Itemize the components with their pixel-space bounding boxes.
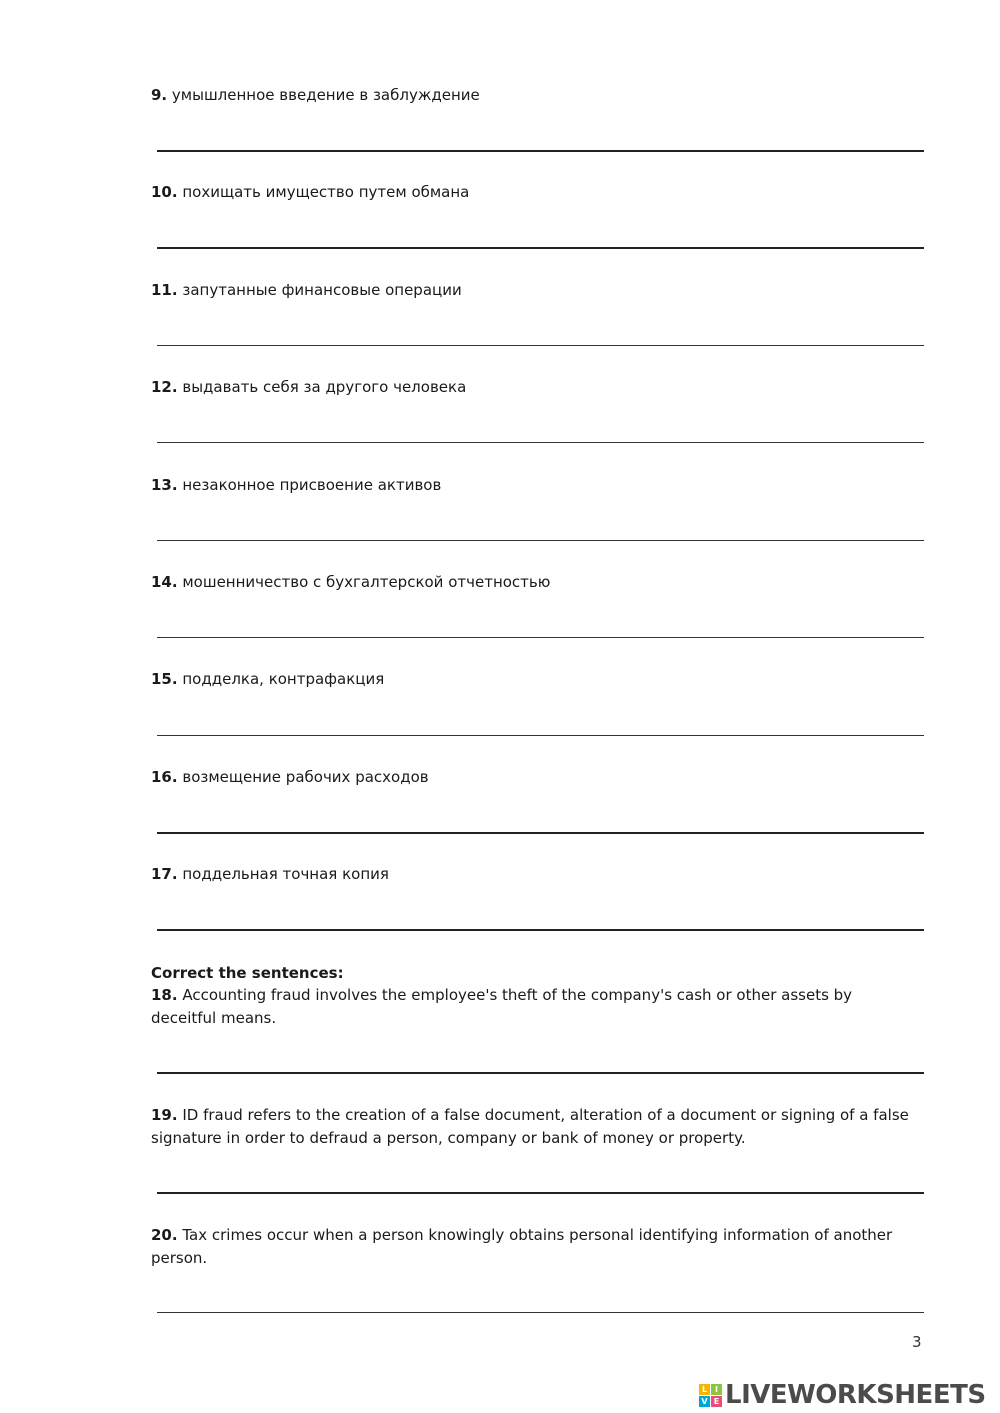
question-11: 11. запутанные финансовые операции — [151, 281, 462, 299]
answer-input-20[interactable] — [157, 1290, 924, 1313]
answer-input-11[interactable] — [157, 323, 924, 346]
question-9: 9. умышленное введение в заблуждение — [151, 86, 480, 104]
logo-tile-l: L — [699, 1384, 710, 1395]
page-number: 3 — [912, 1333, 922, 1351]
answer-input-13[interactable] — [157, 518, 924, 541]
question-16: 16. возмещение рабочих расходов — [151, 768, 429, 786]
answer-input-10[interactable] — [157, 225, 924, 249]
answer-input-14[interactable] — [157, 615, 924, 638]
question-15: 15. подделка, контрафакция — [151, 670, 385, 688]
question-18: 18. Accounting fraud involves the employee's theft of the company's cash or other assets by deceitful means. — [151, 986, 853, 1027]
question-17: 17. поддельная точная копия — [151, 865, 389, 883]
answer-input-9[interactable] — [157, 128, 924, 152]
question-10: 10. похищать имущество путем обмана — [151, 183, 470, 201]
question-19: 19. ID fraud refers to the creation of a false document, alteration of a document or signing of a false signature in order to defraud a person, company or bank of money or property. — [151, 1106, 909, 1147]
question-20: 20. Tax crimes occur when a person knowingly obtains personal identifying information of another person. — [151, 1226, 893, 1267]
liveworksheets-logo — [699, 1379, 986, 1411]
answer-input-15[interactable] — [157, 713, 924, 736]
question-13: 13. незаконное присвоение активов — [151, 476, 442, 494]
answer-input-18[interactable] — [157, 1050, 924, 1074]
answer-input-12[interactable] — [157, 420, 924, 443]
answer-input-17[interactable] — [157, 907, 924, 931]
section-heading: Correct the sentences: — [151, 964, 344, 982]
logo-text: LIVEWORKSHEETS — [725, 1380, 986, 1410]
logo-mark-icon — [699, 1384, 722, 1407]
question-12: 12. выдавать себя за другого человека — [151, 378, 467, 396]
answer-input-16[interactable] — [157, 810, 924, 834]
logo-tile-e: E — [711, 1396, 722, 1407]
question-14: 14. мошенничество с бухгалтерской отчетностью — [151, 573, 551, 591]
answer-input-19[interactable] — [157, 1170, 924, 1194]
logo-tile-v: V — [699, 1396, 710, 1407]
logo-tile-i: I — [711, 1384, 722, 1395]
